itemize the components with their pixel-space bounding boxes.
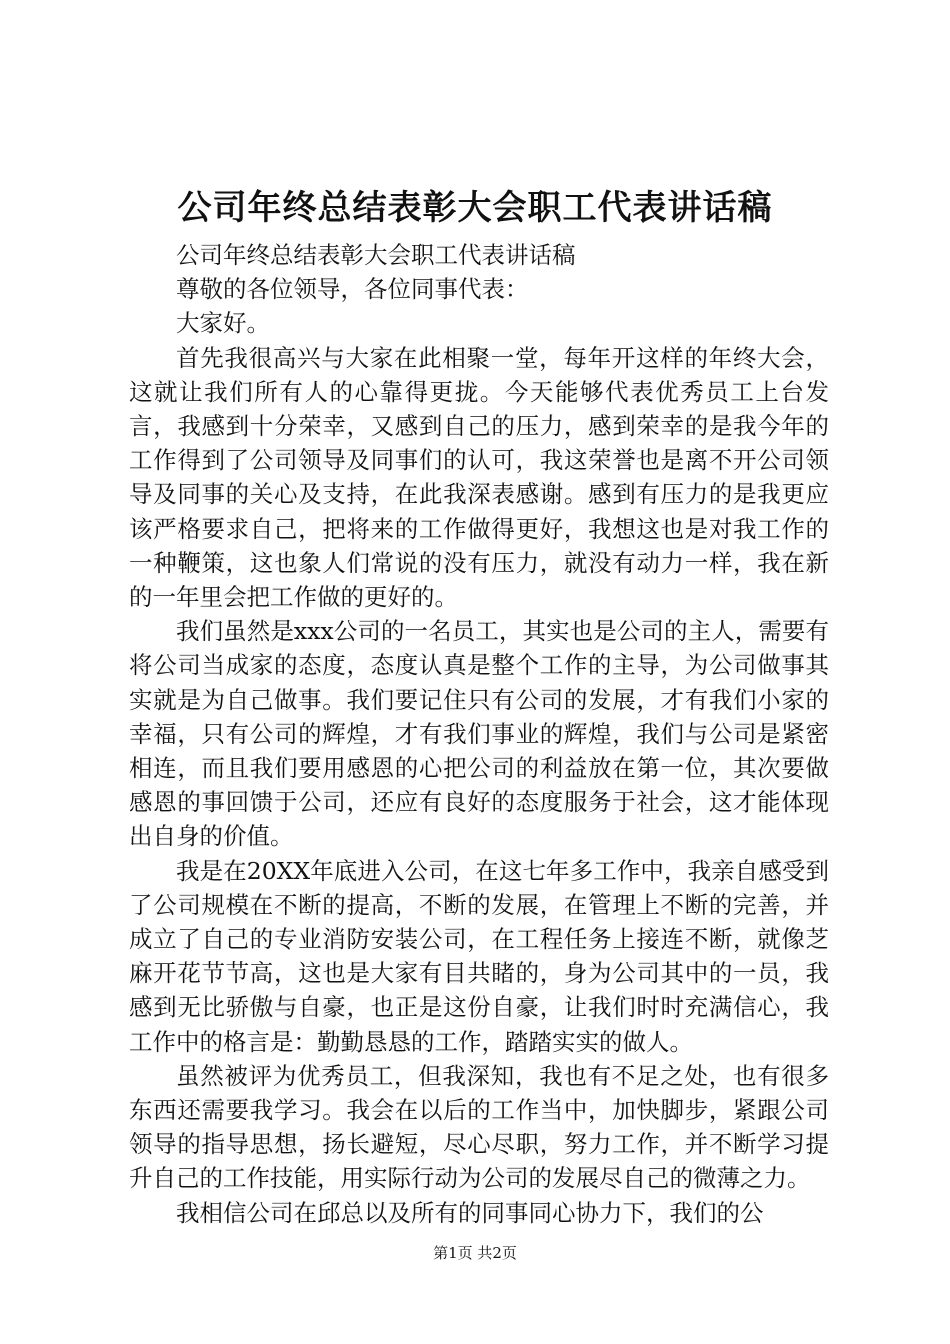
body-paragraph: 我们虽然是xxx公司的一名员工，其实也是公司的主人，需要有将公司当成家的态度，态度认真是整个工作的主导，为公司做事其实就是为自己做事。我们要记住只有公司的发展，才有我们小家的幸福，只有公司的辉煌，才有我们事业的辉煌，我们与公司是紧密相连，而且我们要用感恩的心把公司的利益放在第一位，其次要做感恩的事回馈于公司，还应有良好的态度服务于社会，这才能体现出自身的价值。	[129, 617, 829, 851]
body-paragraph: 首先我很高兴与大家在此相聚一堂，每年开这样的年终大会，这就让我们所有人的心靠得更拢。今天能够代表优秀员工上台发言，我感到十分荣幸，又感到自己的压力，感到荣幸的是我今年的工作得到了公司领导及同事们的认可，我这荣誉也是离不开公司领导及同事的关心及支持，在此我深表感谢。感到有压力的是我更应该严格要求自己，把将来的工作做得更好，我想这也是对我工作的一种鞭策，这也象人们常说的没有压力，就没有动力一样，我在新的一年里会把工作做的更好的。	[129, 343, 829, 612]
greeting-line: 大家好。	[176, 309, 270, 338]
page-footer: 第1页 共2页	[433, 1244, 517, 1262]
document-body	[129, 238, 829, 1230]
subtitle-line: 公司年终总结表彰大会职工代表讲话稿	[176, 241, 576, 269]
body-paragraph: 我是在20XX年底进入公司，在这七年多工作中，我亲自感受到了公司规模在不断的提高，不断的发展，在管理上不断的完善，并成立了自己的专业消防安装公司，在工程任务上接连不断，就像芝麻开花节节高，这也是大家有目共睹的，身为公司其中的一员，我感到无比骄傲与自豪，也正是这份自豪，让我们时时充满信心，我工作中的格言是：勤勤恳恳的工作，踏踏实实的做人。	[129, 856, 829, 1056]
body-paragraph: 虽然被评为优秀员工，但我深知，我也有不足之处，也有很多东西还需要我学习。我会在以后的工作当中，加快脚步，紧跟公司领导的指导思想，扬长避短，尽心尽职，努力工作，并不断学习提升自己的工作技能，用实际行动为公司的发展尽自己的微薄之力。	[129, 1061, 829, 1193]
document-title: 公司年终总结表彰大会职工代表讲话稿	[177, 188, 773, 228]
body-paragraph: 我相信公司在邱总以及所有的同事同心协力下，我们的公	[176, 1198, 764, 1227]
salutation-line: 尊敬的各位领导，各位同事代表：	[176, 275, 529, 304]
